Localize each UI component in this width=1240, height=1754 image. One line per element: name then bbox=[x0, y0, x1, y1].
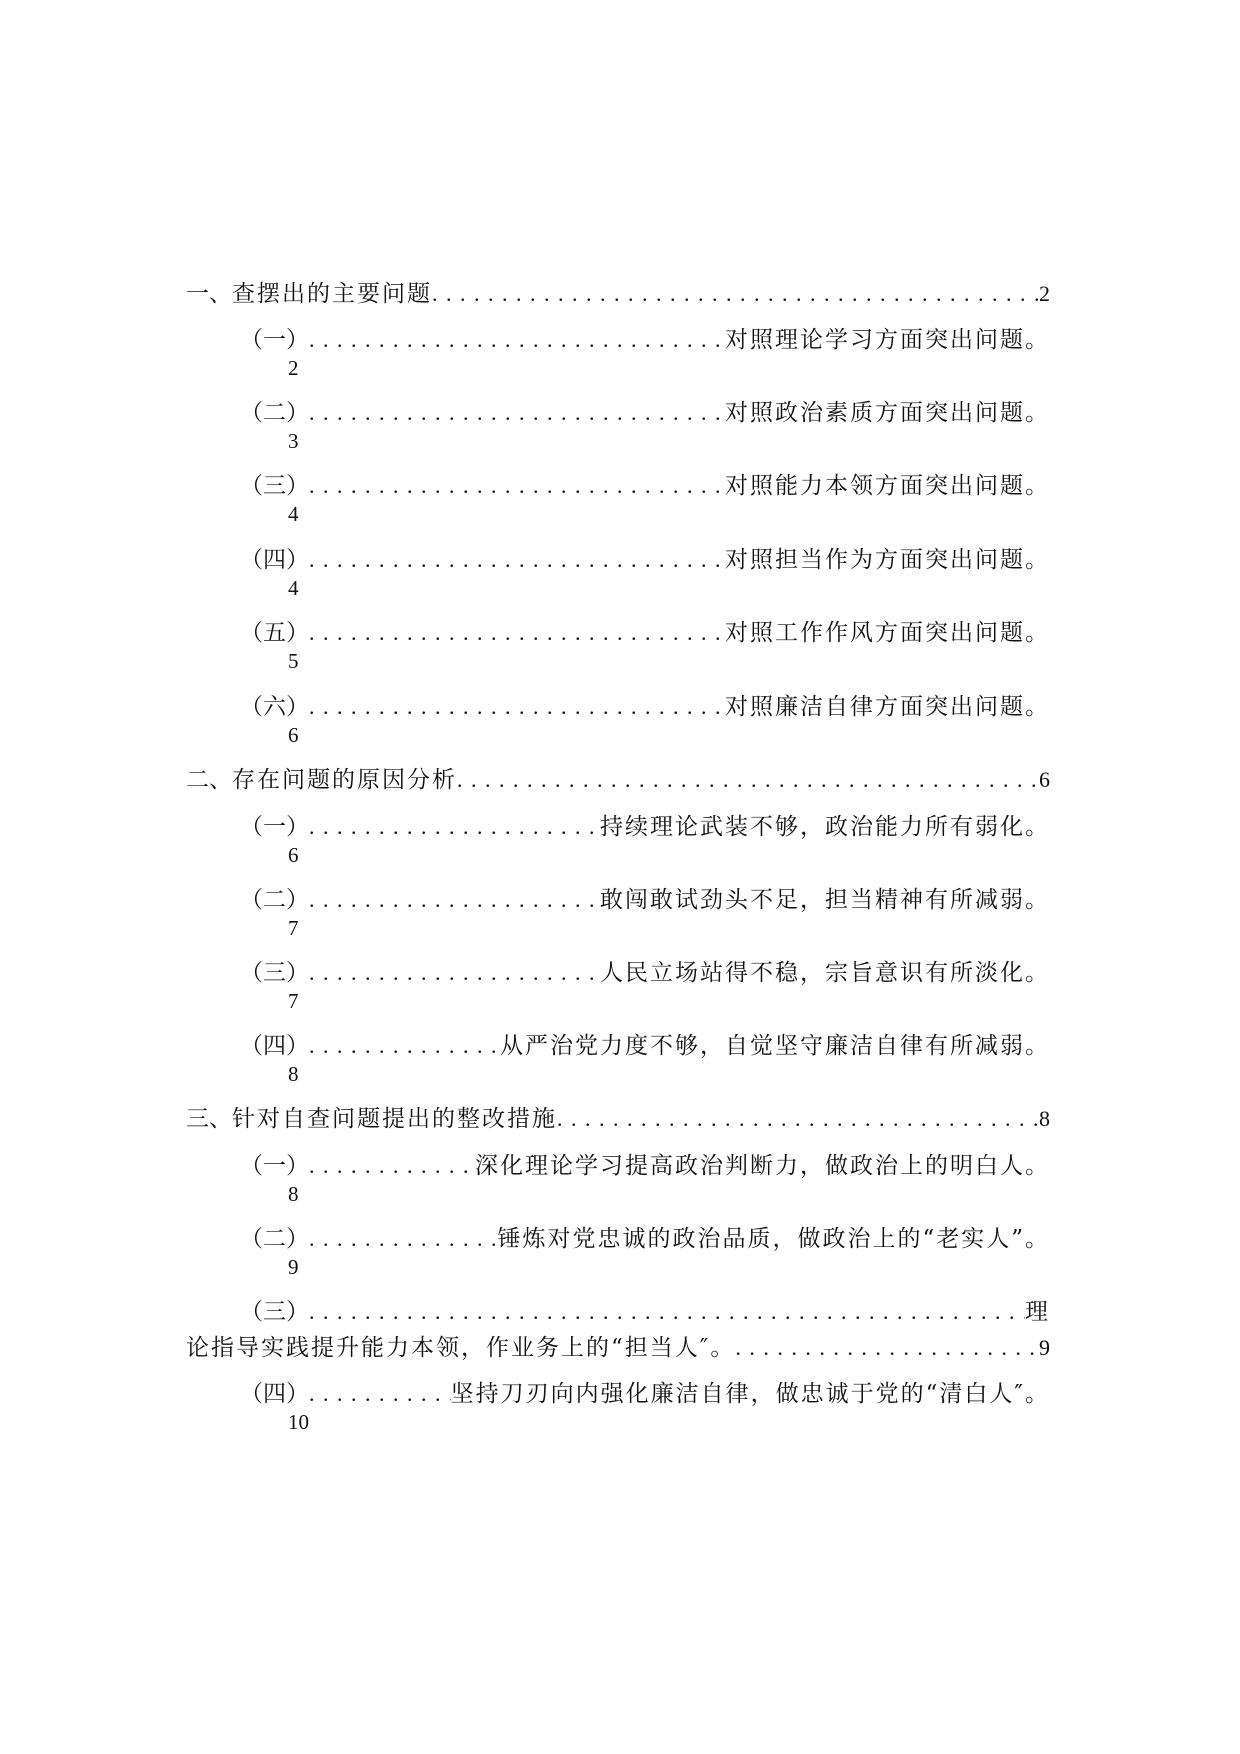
item-marker: （二） bbox=[240, 887, 309, 913]
toc-item-1-5[interactable] bbox=[240, 618, 1050, 648]
page-number: 2 bbox=[288, 356, 299, 380]
leader-dots bbox=[309, 812, 600, 842]
page-number: 9 bbox=[1039, 1335, 1050, 1360]
page-number: 7 bbox=[288, 989, 299, 1013]
toc-item-1-6[interactable] bbox=[240, 692, 1050, 722]
item-title-line1: 理 bbox=[1025, 1299, 1050, 1325]
section-marker: 二、 bbox=[186, 767, 232, 793]
item-title: 对照政治素质方面突出问题。 bbox=[725, 400, 1050, 426]
item-marker: （三） bbox=[240, 473, 309, 499]
page-number: 3 bbox=[288, 429, 299, 453]
item-marker: （四） bbox=[240, 1033, 309, 1059]
toc-item-3-4[interactable] bbox=[240, 1379, 1050, 1409]
leader-dots bbox=[309, 545, 725, 575]
item-title: 对照理论学习方面突出问题。 bbox=[725, 327, 1050, 353]
page-number: 2 bbox=[1039, 281, 1050, 306]
page-number: 9 bbox=[288, 1255, 299, 1279]
toc-item-1-2[interactable] bbox=[240, 398, 1050, 428]
item-title: 从严治党力度不够，自觉坚守廉洁自律有所减弱。 bbox=[500, 1033, 1050, 1059]
item-marker: （四） bbox=[240, 1381, 309, 1407]
leader-dots bbox=[432, 279, 1039, 309]
toc-item-1-1[interactable] bbox=[240, 325, 1050, 355]
page-number: 8 bbox=[1039, 1106, 1050, 1131]
section-title: 针对自查问题提出的整改措施 bbox=[232, 1106, 557, 1132]
leader-dots bbox=[557, 1104, 1039, 1134]
item-title: 深化理论学习提高政治判断力，做政治上的明白人。 bbox=[475, 1153, 1050, 1179]
item-title: 敢闯敢试劲头不足，担当精神有所减弱。 bbox=[600, 887, 1050, 913]
item-title: 坚持刀刃向内强化廉洁自律，做忠诚于党的“清白人″。 bbox=[450, 1381, 1050, 1407]
page-number: 10 bbox=[288, 1410, 309, 1434]
leader-dots bbox=[309, 958, 600, 988]
page-number: 8 bbox=[288, 1062, 299, 1086]
toc-item-3-3[interactable] bbox=[240, 1297, 1050, 1327]
page-number: 4 bbox=[288, 576, 299, 600]
item-marker: （三） bbox=[240, 1299, 309, 1325]
page-number: 6 bbox=[288, 843, 299, 867]
page-number: 6 bbox=[1039, 767, 1050, 792]
leader-dots bbox=[309, 1297, 1025, 1327]
page-number: 8 bbox=[288, 1182, 299, 1206]
item-marker: （二） bbox=[240, 400, 309, 426]
item-title: 对照工作作风方面突出问题。 bbox=[725, 620, 1050, 646]
item-marker: （四） bbox=[240, 547, 309, 573]
item-title: 对照能力本领方面突出问题。 bbox=[725, 473, 1050, 499]
item-title: 锤炼对党忠诚的政治品质，做政治上的“老实人”。 bbox=[497, 1226, 1050, 1252]
page-number: 5 bbox=[288, 649, 299, 673]
item-title: 持续理论武装不够，政治能力所有弱化。 bbox=[600, 814, 1050, 840]
section-marker: 一、 bbox=[186, 281, 232, 307]
leader-dots bbox=[309, 1224, 497, 1254]
item-title: 对照廉洁自律方面突出问题。 bbox=[725, 694, 1050, 720]
leader-dots bbox=[309, 1151, 475, 1181]
leader-dots bbox=[457, 765, 1039, 795]
leader-dots bbox=[309, 325, 725, 355]
toc-item-1-3[interactable] bbox=[240, 471, 1050, 501]
item-title: 对照担当作为方面突出问题。 bbox=[725, 547, 1050, 573]
toc-item-1-4[interactable] bbox=[240, 545, 1050, 575]
leader-dots bbox=[309, 885, 600, 915]
item-title: 人民立场站得不稳，宗旨意识有所淡化。 bbox=[600, 960, 1050, 986]
page-number: 4 bbox=[288, 502, 299, 526]
item-marker: （三） bbox=[240, 960, 309, 986]
leader-dots bbox=[309, 471, 725, 501]
item-marker: （二） bbox=[240, 1226, 309, 1252]
toc-item-3-1[interactable] bbox=[240, 1151, 1050, 1181]
item-title-line2: 论指导实践提升能力本领，作业务上的“担当人″。 bbox=[186, 1335, 736, 1361]
leader-dots bbox=[309, 398, 725, 428]
page-number: 6 bbox=[288, 723, 299, 747]
item-marker: （一） bbox=[240, 814, 309, 840]
section-title: 查摆出的主要问题 bbox=[232, 281, 432, 307]
page-number: 7 bbox=[288, 916, 299, 940]
toc-section-1[interactable] bbox=[186, 279, 1050, 309]
leader-dots bbox=[309, 692, 725, 722]
toc-item-2-3[interactable] bbox=[240, 958, 1050, 988]
section-title: 存在问题的原因分析 bbox=[232, 767, 457, 793]
item-marker: （六） bbox=[240, 694, 309, 720]
section-marker: 三、 bbox=[186, 1106, 232, 1132]
leader-dots bbox=[735, 1333, 1039, 1363]
item-marker: （五） bbox=[240, 620, 309, 646]
toc-section-3[interactable] bbox=[186, 1104, 1050, 1134]
item-marker: （一） bbox=[240, 327, 309, 353]
leader-dots bbox=[309, 618, 725, 648]
toc-item-2-1[interactable] bbox=[240, 812, 1050, 842]
leader-dots bbox=[309, 1031, 500, 1061]
toc-item-2-4[interactable] bbox=[240, 1031, 1050, 1061]
toc-section-2[interactable] bbox=[186, 765, 1050, 795]
toc-item-2-2[interactable] bbox=[240, 885, 1050, 915]
item-marker: （一） bbox=[240, 1153, 309, 1179]
toc-item-3-2[interactable] bbox=[240, 1224, 1050, 1254]
toc-item-3-3-continued[interactable] bbox=[186, 1333, 1050, 1363]
leader-dots bbox=[309, 1379, 451, 1409]
